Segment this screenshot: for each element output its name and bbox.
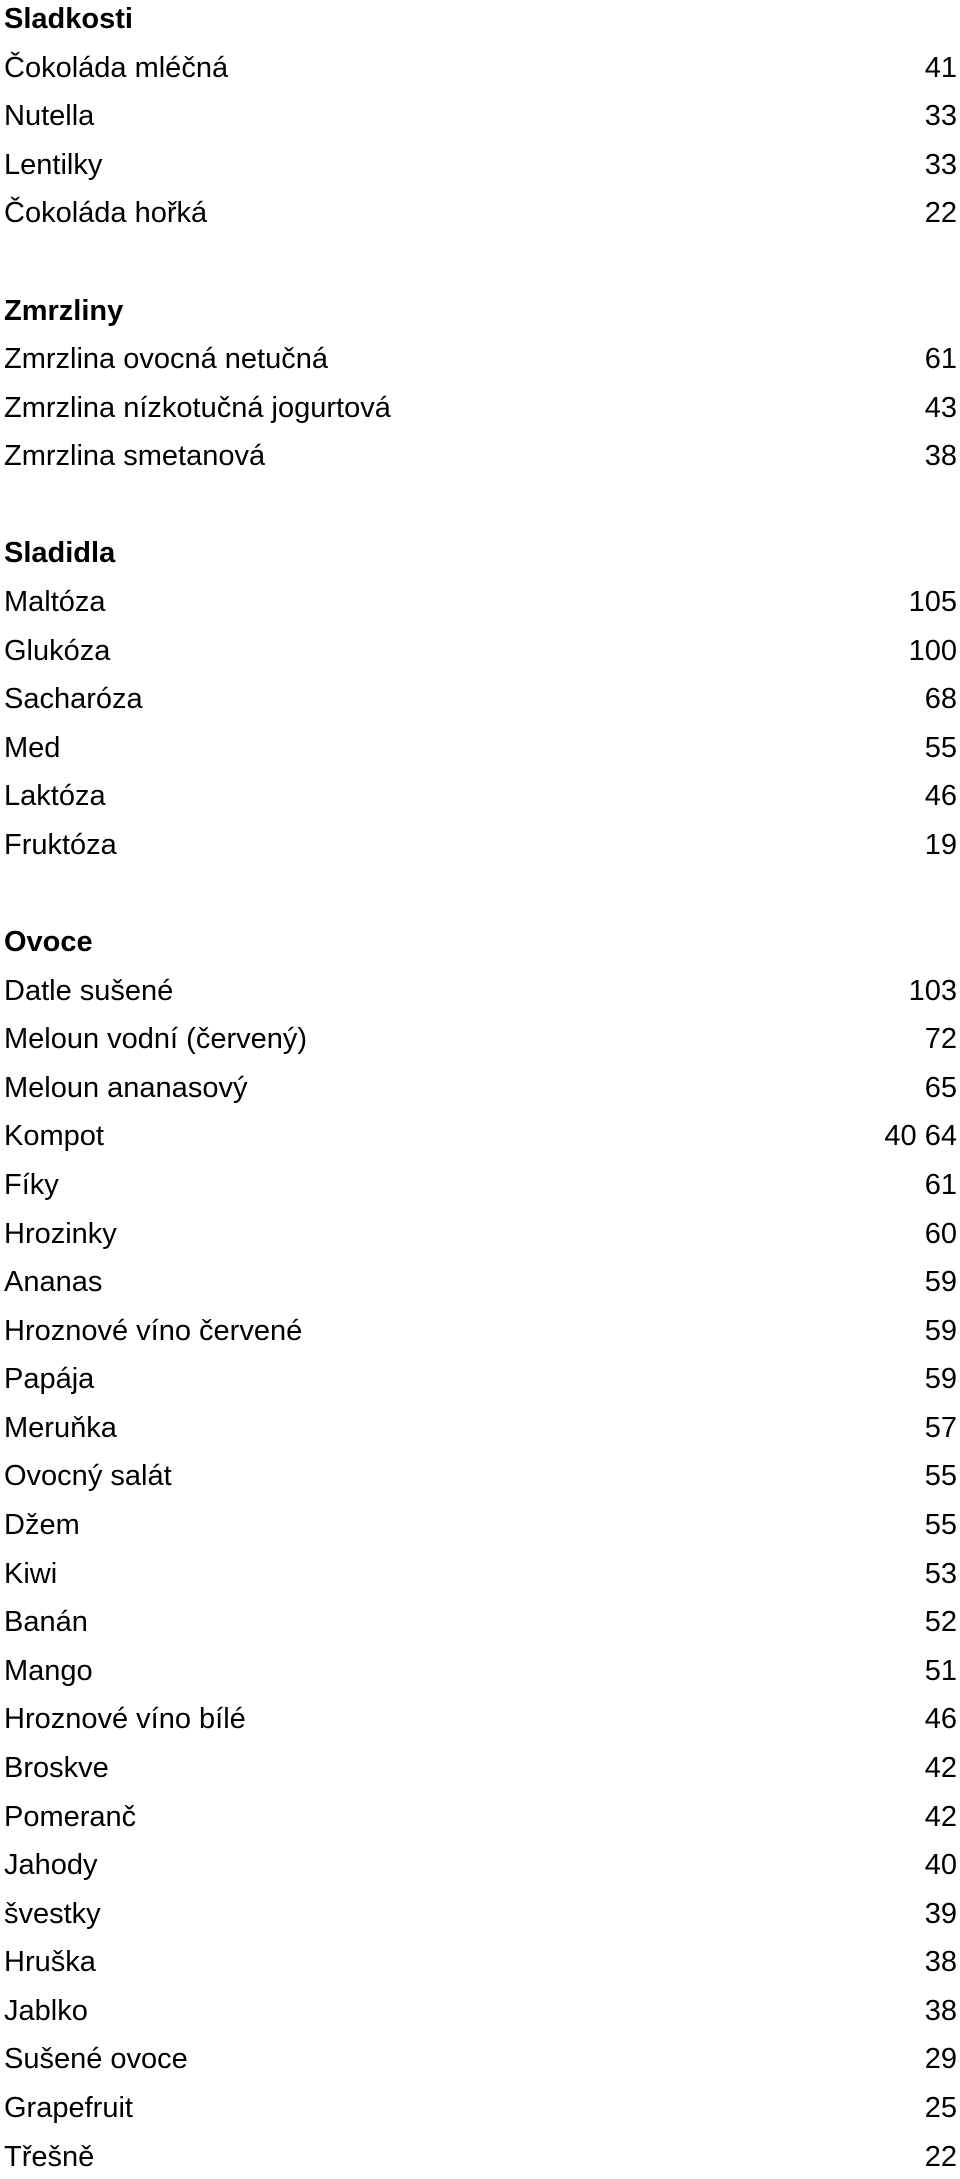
item-name: Sacharóza: [4, 683, 143, 716]
list-item: [4, 1114, 957, 1158]
section-heading: [4, 531, 957, 575]
list-item: [4, 969, 957, 1013]
item-value: 38: [924, 1946, 957, 1979]
item-name: Džem: [4, 1509, 80, 1541]
item-name: Meloun ananasový: [4, 1071, 248, 1104]
list-item: [4, 1454, 957, 1498]
item-value: 43: [924, 391, 957, 424]
item-value: 33: [924, 148, 957, 181]
item-name: Zmrzlina ovocná netučná: [4, 343, 328, 376]
list-item: [4, 1357, 957, 1401]
list-item: [4, 2037, 957, 2081]
section-title: Sladkosti: [4, 3, 133, 35]
list-item: [4, 1552, 957, 1596]
item-value: 22: [924, 197, 957, 230]
item-name: Hrozinky: [4, 1217, 117, 1250]
list-item: [4, 1066, 957, 1110]
item-value: 59: [924, 1314, 957, 1347]
list-item: [4, 677, 957, 721]
list-item: [4, 1795, 957, 1839]
item-name: Laktóza: [4, 780, 106, 813]
item-value: 68: [924, 683, 957, 716]
list-item: [4, 1503, 957, 1547]
list-item: [4, 1406, 957, 1450]
list-item: [4, 143, 957, 187]
section-title: Sladidla: [4, 537, 116, 570]
item-name: Fíky: [4, 1168, 59, 1201]
item-value: 100: [908, 634, 957, 667]
item-value: 61: [924, 343, 957, 376]
list-item: [4, 1843, 957, 1887]
list-item: [4, 94, 957, 138]
item-value: 55: [924, 1509, 957, 1541]
list-item: [4, 46, 957, 90]
item-name: Čokoláda hořká: [4, 197, 208, 230]
item-value: 40 64: [884, 1120, 957, 1153]
section-heading: [4, 920, 957, 964]
list-item: [4, 2135, 957, 2179]
item-value: 33: [924, 100, 957, 133]
list-item: [4, 1600, 957, 1644]
item-value: 51: [924, 1654, 957, 1687]
list-item: [4, 629, 957, 673]
list-item: [4, 386, 957, 430]
list-item: [4, 337, 957, 381]
list-item: [4, 1892, 957, 1936]
list-item: [4, 1212, 957, 1256]
item-value: 46: [924, 780, 957, 813]
item-name: Zmrzlina nízkotučná jogurtová: [4, 391, 391, 424]
section-heading: [4, 289, 957, 333]
item-value: 52: [924, 1606, 957, 1639]
list-item: [4, 726, 957, 770]
item-value: 57: [924, 1411, 957, 1444]
list-item: [4, 580, 957, 624]
item-name: Lentilky: [4, 148, 103, 181]
item-name: Jablko: [4, 1994, 88, 2027]
item-value: 60: [924, 1217, 957, 1250]
list-item: [4, 774, 957, 818]
item-value: 53: [924, 1557, 957, 1590]
item-name: švestky: [4, 1897, 101, 1930]
item-name: Grapefruit: [4, 2091, 133, 2124]
item-name: Hroznové víno bílé: [4, 1703, 246, 1736]
item-name: Mango: [4, 1654, 93, 1687]
item-name: Banán: [4, 1606, 88, 1639]
item-name: Med: [4, 731, 61, 764]
list-item: [4, 1697, 957, 1741]
item-name: Broskve: [4, 1751, 109, 1784]
item-value: 105: [908, 586, 957, 618]
item-name: Hroznové víno červené: [4, 1314, 303, 1347]
item-name: Jahody: [4, 1849, 98, 1881]
item-value: 19: [924, 828, 957, 861]
list-item: [4, 1989, 957, 2033]
item-value: 39: [924, 1897, 957, 1930]
item-name: Kiwi: [4, 1557, 58, 1590]
section-title: Zmrzliny: [4, 294, 124, 327]
item-name: Ovocný salát: [4, 1460, 172, 1493]
item-value: 22: [924, 2140, 957, 2173]
item-value: 59: [924, 1266, 957, 1299]
item-name: Sušené ovoce: [4, 2043, 188, 2076]
item-name: Nutella: [4, 100, 95, 133]
item-name: Datle sušené: [4, 974, 174, 1007]
item-value: 38: [924, 440, 957, 473]
list-item: [4, 191, 957, 235]
item-name: Hruška: [4, 1946, 96, 1979]
item-name: Pomeranč: [4, 1800, 137, 1833]
item-value: 40: [924, 1849, 957, 1881]
item-value: 55: [924, 731, 957, 764]
list-item: [4, 1649, 957, 1693]
item-name: Třešně: [4, 2140, 95, 2173]
item-value: 55: [924, 1460, 957, 1493]
item-name: Kompot: [4, 1120, 104, 1153]
section-title: Ovoce: [4, 926, 93, 958]
item-name: Čokoláda mléčná: [4, 51, 229, 84]
list-item: [4, 1746, 957, 1790]
item-value: 29: [924, 2043, 957, 2076]
list-item: [4, 2086, 957, 2130]
section-heading: [4, 0, 957, 41]
list-item: [4, 823, 957, 867]
item-value: 42: [924, 1800, 957, 1833]
list-item: [4, 1017, 957, 1061]
list-item: [4, 1260, 957, 1304]
item-value: 42: [924, 1751, 957, 1784]
item-value: 46: [924, 1703, 957, 1736]
item-name: Meruňka: [4, 1411, 117, 1444]
item-name: Zmrzlina smetanová: [4, 440, 266, 473]
item-value: 65: [924, 1071, 957, 1104]
item-value: 38: [924, 1994, 957, 2027]
item-value: 25: [924, 2091, 957, 2124]
list-item: [4, 1940, 957, 1984]
item-name: Maltóza: [4, 586, 106, 618]
list-item: [4, 1309, 957, 1353]
item-value: 72: [924, 1023, 957, 1056]
item-name: Ananas: [4, 1266, 103, 1299]
item-value: 103: [908, 974, 957, 1007]
item-name: Fruktóza: [4, 828, 117, 861]
item-name: Glukóza: [4, 634, 111, 667]
item-name: Meloun vodní (červený): [4, 1023, 308, 1056]
item-value: 41: [924, 51, 957, 84]
item-value: 59: [924, 1363, 957, 1396]
item-value: 61: [924, 1168, 957, 1201]
item-name: Papája: [4, 1363, 95, 1396]
list-item: [4, 1163, 957, 1207]
list-item: [4, 434, 957, 478]
